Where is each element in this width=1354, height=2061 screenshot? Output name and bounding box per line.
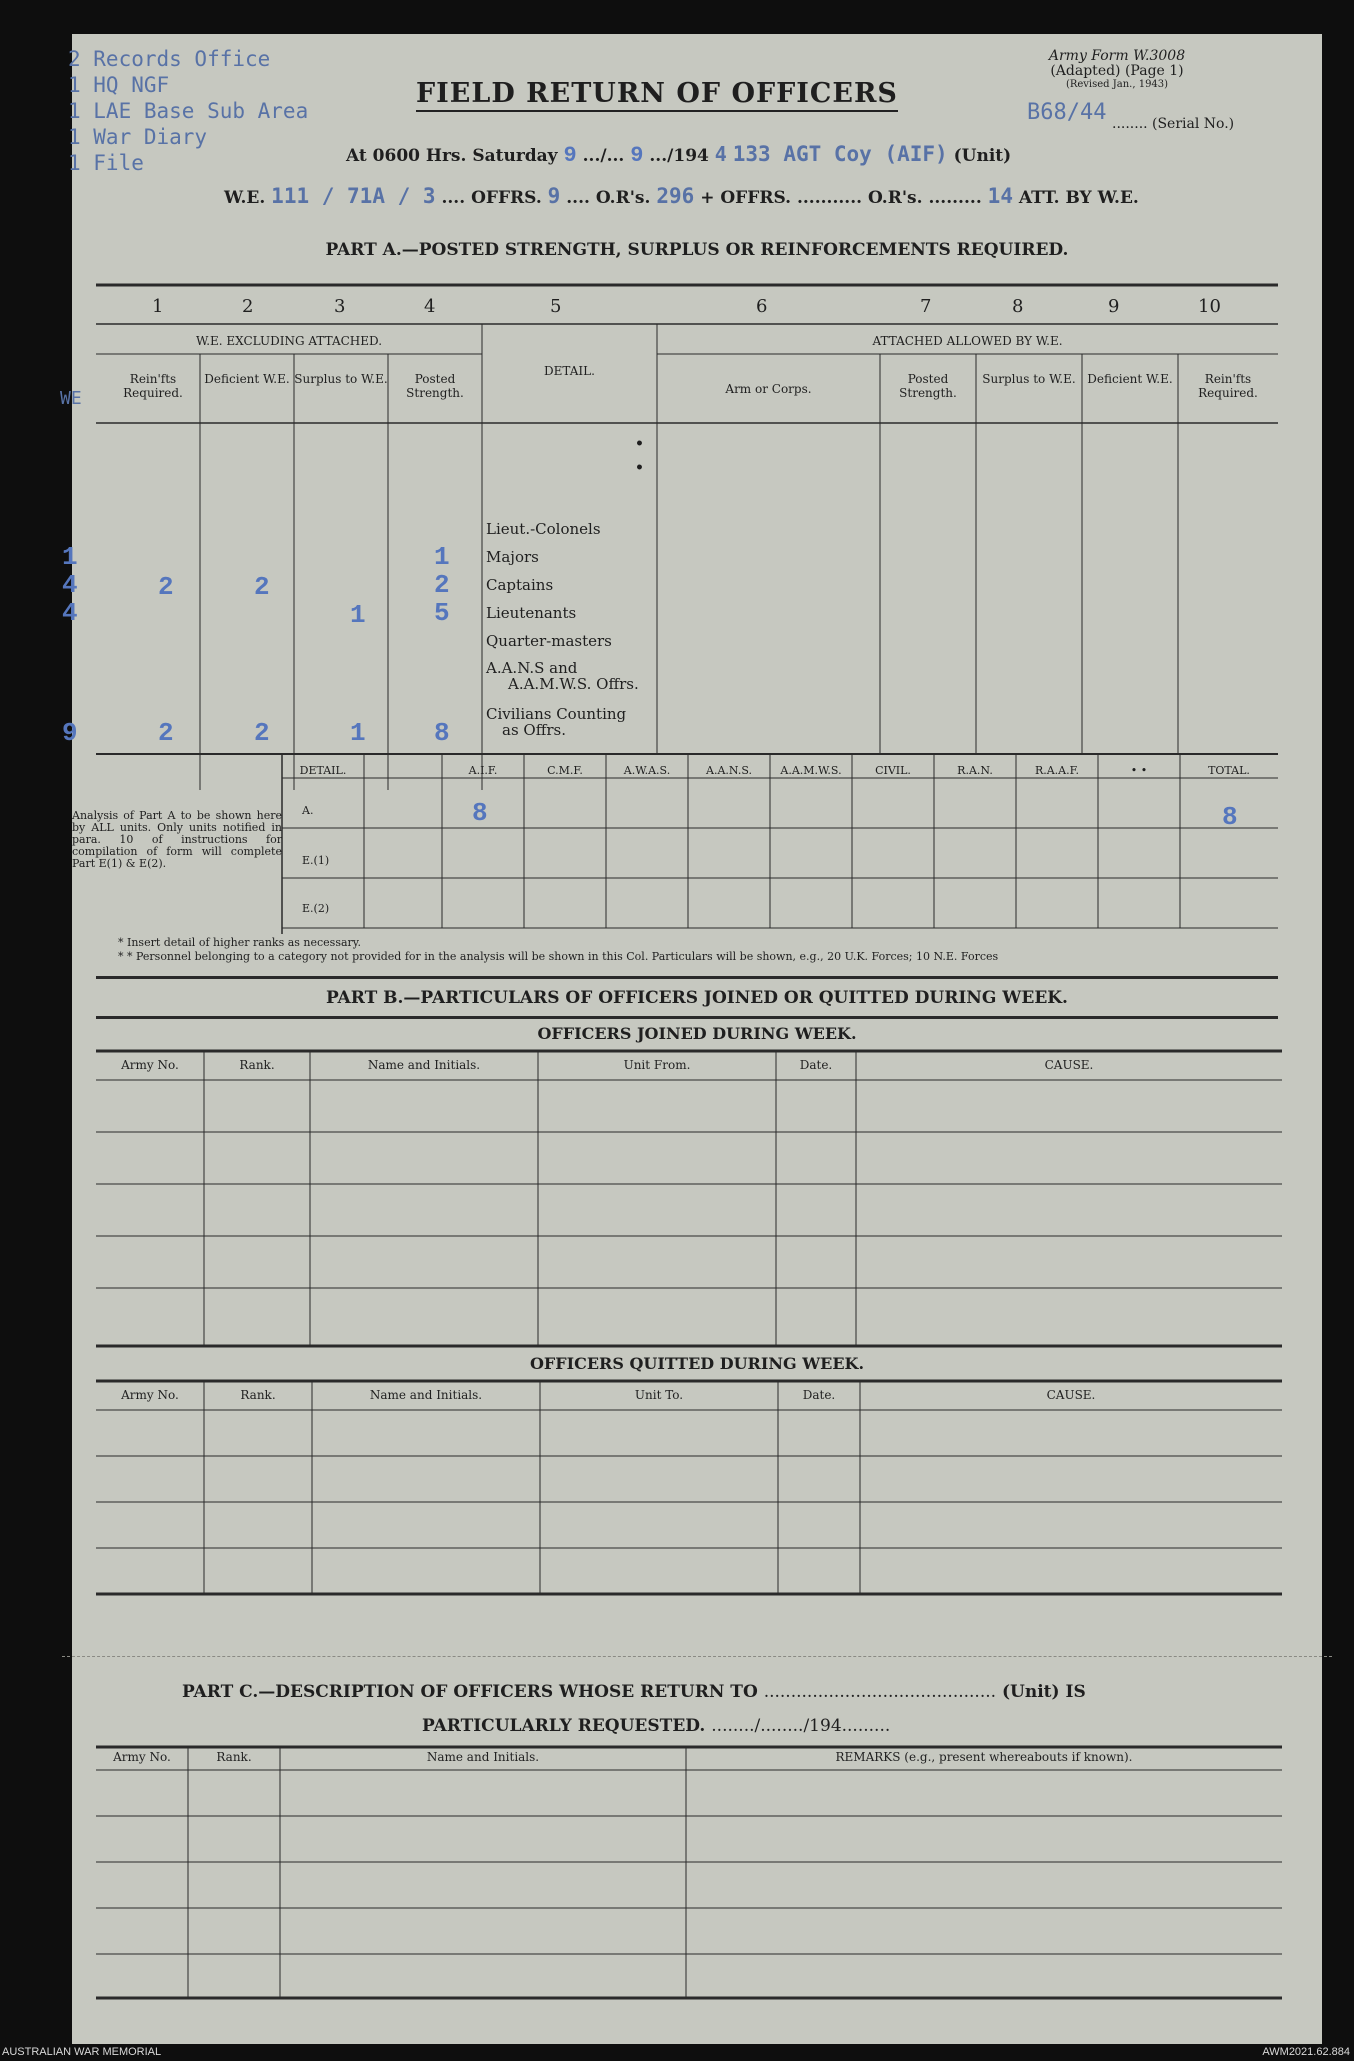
- joined-header: CAUSE.: [1044, 1058, 1094, 1072]
- analysis-aif-value: 8: [472, 798, 488, 828]
- we-excluding-attached: W.E. EXCLUDING ATTACHED.: [195, 334, 383, 348]
- we-value: 4: [62, 598, 78, 628]
- analysis-grid: [72, 754, 1322, 954]
- col-number: 9: [1108, 296, 1120, 317]
- month-value: 9: [630, 143, 644, 168]
- part-c-requested: PARTICULARLY REQUESTED.: [422, 1716, 706, 1736]
- total-we: 9: [62, 718, 78, 748]
- distribution-list: [68, 46, 308, 176]
- total-reinfts: 2: [158, 718, 174, 748]
- footer-left: AUSTRALIAN WAR MEMORIAL: [2, 2046, 162, 2058]
- adapted-page: (Adapted) (Page 1): [1050, 63, 1184, 79]
- analysis-header: A.W.A.S.: [623, 764, 671, 777]
- part-b-title: PART B.—PARTICULARS OF OFFICERS JOINED OR QUITTED DURING WEEK.: [326, 988, 1068, 1008]
- serial-number-label: (Serial No.): [1152, 116, 1235, 132]
- part-c-header: Army No.: [113, 1750, 171, 1764]
- col-number: 1: [152, 296, 164, 317]
- analysis-header: A.A.N.S.: [706, 764, 752, 777]
- analysis-header: DETAIL.: [299, 764, 347, 777]
- ors-value: 296: [656, 184, 695, 208]
- quitted-header: Army No.: [121, 1388, 179, 1402]
- row-label-2: as Offrs.: [502, 721, 566, 739]
- surplus-value: 1: [350, 600, 366, 630]
- ors-label: O.R's.: [595, 188, 651, 208]
- joined-header: Name and Initials.: [367, 1058, 481, 1072]
- unit-value: 133 AGT Coy (AIF): [732, 142, 948, 166]
- we-value: 4: [62, 570, 78, 600]
- row-label: Captains: [486, 576, 554, 594]
- plus-offrs-label: + OFFRS.: [700, 188, 792, 208]
- header-att-surplus: Surplus to W.E.: [982, 372, 1076, 386]
- form-title: FIELD RETURN OF OFFICERS: [416, 78, 898, 112]
- distribution-line: 2 Records Office: [68, 47, 271, 71]
- serial-number-value: B68/44: [1027, 100, 1107, 125]
- bullet: •: [635, 460, 644, 476]
- row-label-2: A.A.M.W.S. Offrs.: [508, 675, 639, 693]
- col-number: 3: [334, 296, 346, 317]
- quitted-header: CAUSE.: [1046, 1388, 1096, 1402]
- joined-header: Unit From.: [623, 1058, 691, 1072]
- col-number: 7: [920, 296, 932, 317]
- analysis-row-label: E.(1): [302, 854, 330, 867]
- part-c-header: Rank.: [216, 1750, 252, 1764]
- analysis-header: C.M.F.: [547, 764, 583, 777]
- header-detail: DETAIL.: [544, 364, 595, 378]
- ors2-label: O.R's.: [867, 188, 923, 208]
- header-att-posted: Posted Strength.: [899, 372, 957, 400]
- offrs-value: 9: [547, 184, 561, 208]
- header-att-reinfts: Rein'fts Required.: [1198, 372, 1258, 400]
- army-form-number: Army Form W.3008: [1048, 48, 1186, 64]
- quitted-header: Unit To.: [634, 1388, 684, 1402]
- row-label: A.A.N.S and: [486, 659, 578, 677]
- bullet: •: [635, 436, 644, 452]
- row-label: Lieut.-Colonels: [486, 520, 601, 538]
- footer-right: AWM2021.62.884: [1262, 2046, 1350, 2058]
- distribution-line: 1 HQ NGF: [68, 73, 170, 97]
- form-sheet: [60, 34, 1322, 2044]
- day-value: 9: [563, 143, 577, 168]
- col-number: 4: [424, 296, 436, 317]
- col-number: 10: [1198, 296, 1221, 317]
- at-line: At 0600 Hrs. Saturday 9 .../... 9 .../194 4 133 AGT Coy (AIF) (Unit): [346, 142, 1012, 168]
- analysis-header: • •: [1130, 764, 1148, 777]
- row-label: Lieutenants: [486, 604, 577, 622]
- offrs-label: OFFRS.: [471, 188, 542, 208]
- header-deficient: Deficient W.E.: [204, 372, 290, 386]
- quitted-header: Rank.: [240, 1388, 276, 1402]
- part-c-line2: [422, 1716, 890, 1736]
- reinfts-value: 2: [158, 572, 174, 602]
- archive-footer: [0, 2044, 1354, 2061]
- analysis-note: Analysis of Part A to be shown here by ALL units. Only units notified in para. 10 of instructions for compilation of form will complete Part E(1) & E(2).: [72, 809, 282, 870]
- row-label: Quarter-masters: [486, 632, 612, 650]
- attached-allowed: ATTACHED ALLOWED BY W.E.: [872, 334, 1063, 348]
- quitted-title: OFFICERS QUITTED DURING WEEK.: [529, 1354, 865, 1373]
- we-line: W.E. 111 / 71A / 3 .... OFFRS. 9 .... O.R's. 296 + OFFRS. ........... O.R's. ......... 14 ATT. BY W.E.: [224, 184, 1139, 208]
- row-label: Civilians Counting: [486, 705, 627, 723]
- posted-value: 5: [434, 598, 450, 628]
- at-label: At 0600 Hrs. Saturday: [346, 146, 558, 166]
- part-c-unit-is: (Unit) IS: [1001, 1682, 1086, 1702]
- analysis-header: CIVIL.: [875, 764, 911, 777]
- part-a-title: PART A.—POSTED STRENGTH, SURPLUS OR REINFORCEMENTS REQUIRED.: [325, 240, 1069, 260]
- header-reinfts: Rein'fts Required.: [123, 372, 183, 400]
- joined-header: Rank.: [239, 1058, 275, 1072]
- att-label: ATT. BY W.E.: [1018, 188, 1139, 208]
- quitted-header: Date.: [802, 1388, 836, 1402]
- joined-header: Army No.: [121, 1058, 179, 1072]
- we-margin-label: WE: [60, 388, 82, 409]
- analysis-header: R.A.N.: [957, 764, 993, 777]
- quitted-table: [72, 1380, 1322, 1630]
- year-prefix: /194: [667, 146, 709, 166]
- part-c-line1: PART C.—DESCRIPTION OF OFFICERS WHOSE RETURN TO ........................................... (Unit) IS: [182, 1682, 1086, 1702]
- col-number: 2: [242, 296, 254, 317]
- part-c-table: [72, 1746, 1322, 2006]
- serial-dots: ........: [1112, 116, 1148, 132]
- joined-title: OFFICERS JOINED DURING WEEK.: [537, 1024, 857, 1043]
- analysis-header: R.A.A.F.: [1034, 764, 1080, 777]
- separator-line: [96, 1016, 1278, 1019]
- year-suffix: 4: [714, 142, 727, 166]
- distribution-line: 1 LAE Base Sub Area: [68, 99, 309, 123]
- analysis-header: TOTAL.: [1208, 764, 1250, 777]
- total-posted: 8: [434, 718, 450, 748]
- analysis-header: A.A.M.W.S.: [780, 764, 842, 777]
- header-surplus: Surplus to W.E.: [294, 372, 388, 386]
- footnote-2: * * Personnel belonging to a category not provided for in the analysis will be shown in this Col. Particulars will be shown, e.g., 20 U.K. Forces; 10 N.E. Forces: [118, 950, 999, 963]
- perforation-line: [62, 1656, 1332, 1657]
- distribution-line: 1 File: [68, 151, 144, 175]
- unit-label: (Unit): [953, 146, 1012, 166]
- analysis-row-label: A.: [302, 804, 314, 817]
- ors2-value: 14: [987, 184, 1013, 208]
- quitted-header: Name and Initials.: [369, 1388, 483, 1402]
- col-number: 6: [756, 296, 768, 317]
- part-c-header: REMARKS (e.g., present whereabouts if known).: [835, 1750, 1133, 1764]
- part-c-header: Name and Initials.: [426, 1750, 540, 1764]
- posted-value: 2: [434, 570, 450, 600]
- we-value: 111 / 71A / 3: [271, 184, 436, 208]
- form-id-block: [1017, 48, 1217, 91]
- part-a-grid: [72, 284, 1322, 764]
- we-label: W.E.: [224, 188, 266, 208]
- row-label: Majors: [486, 548, 539, 566]
- total-surplus: 1: [350, 718, 366, 748]
- joined-header: Date.: [799, 1058, 833, 1072]
- col-number: 8: [1012, 296, 1024, 317]
- analysis-row-label: E.(2): [302, 902, 330, 915]
- revised-date: (Revised Jan., 1943): [1065, 79, 1169, 90]
- analysis-header: A.I.F.: [468, 764, 498, 777]
- we-value: 1: [62, 542, 78, 572]
- posted-value: 1: [434, 542, 450, 572]
- part-c-title: PART C.—DESCRIPTION OF OFFICERS WHOSE RETURN TO: [182, 1682, 758, 1702]
- col-number: 5: [550, 296, 562, 317]
- header-arm-corps: Arm or Corps.: [725, 382, 812, 396]
- total-deficient: 2: [254, 718, 270, 748]
- separator-line: [96, 976, 1278, 979]
- joined-table: [72, 1050, 1322, 1360]
- deficient-value: 2: [254, 572, 270, 602]
- analysis-total-value: 8: [1222, 802, 1238, 832]
- distribution-line: 1 War Diary: [68, 125, 208, 149]
- header-posted: Posted Strength.: [406, 372, 464, 400]
- header-att-deficient: Deficient W.E.: [1087, 372, 1173, 386]
- footnote-1: * Insert detail of higher ranks as necessary.: [118, 936, 362, 949]
- part-c-date: ......../......../194.........: [711, 1716, 891, 1736]
- part-a-table: [60, 284, 1322, 764]
